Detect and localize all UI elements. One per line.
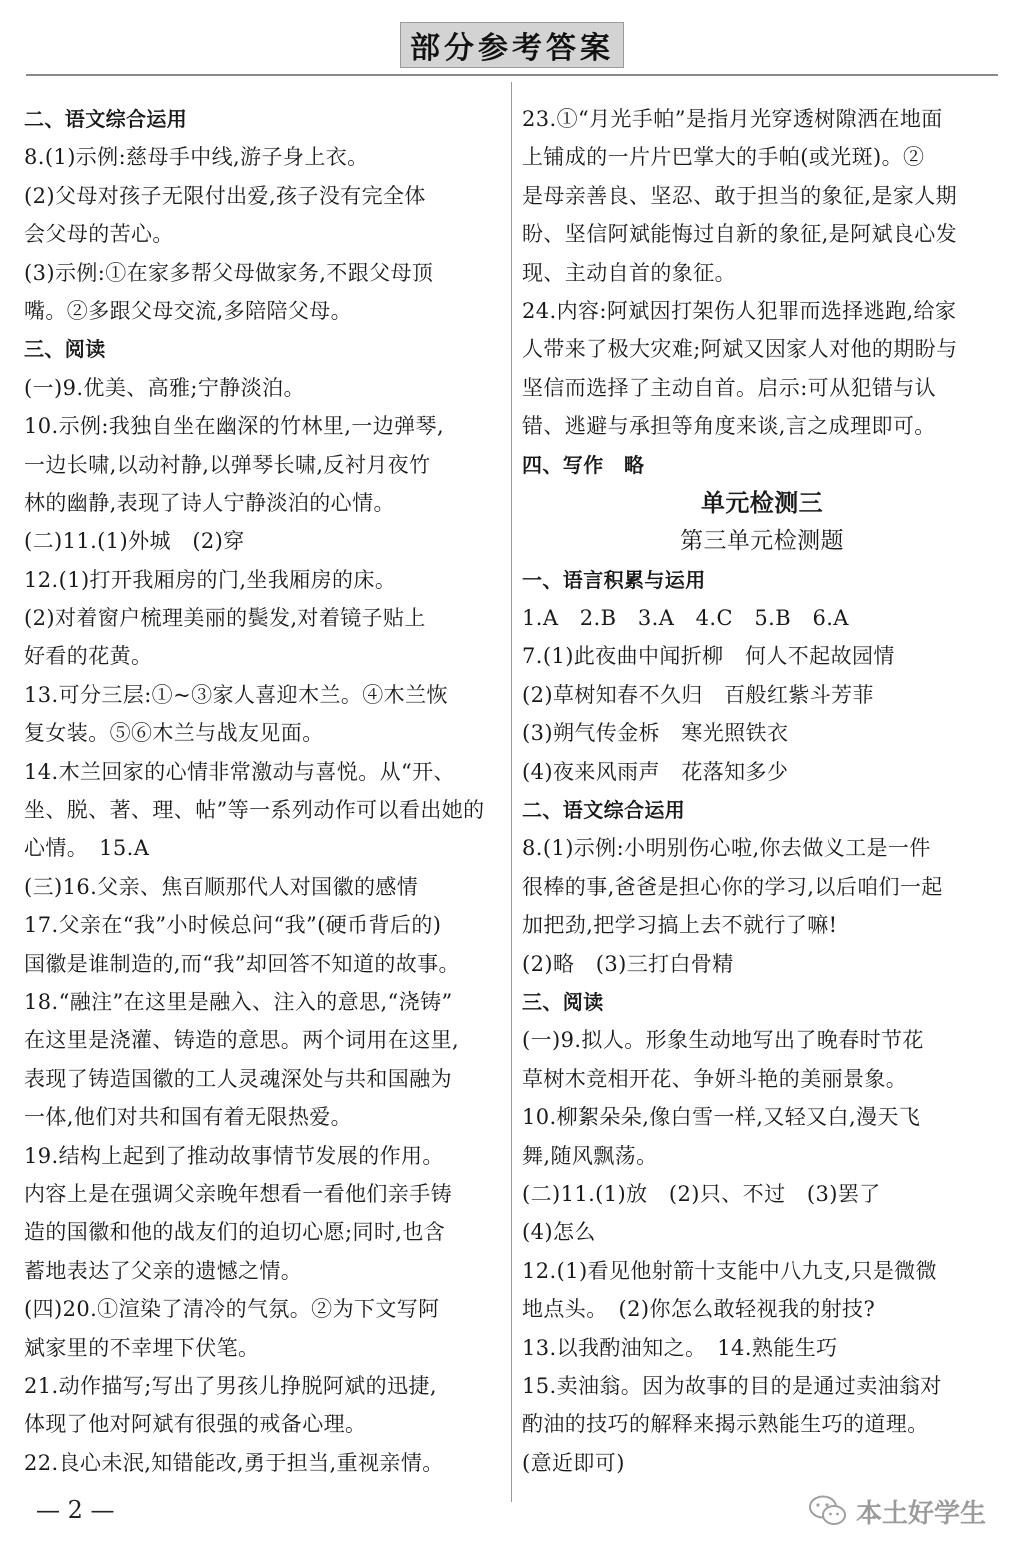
- left-column: [24, 100, 504, 1482]
- answer-line: 嘴。②多跟父母交流,多陪陪父母。: [24, 298, 353, 323]
- answer-line: 一体,他们对共和国有着无限热爱。: [24, 1105, 353, 1130]
- answer-line: 一边长啸,以动衬静,以弹琴长啸,反衬月夜竹: [24, 452, 431, 477]
- answer-line: 蓄地表达了父亲的遗憾之情。: [24, 1258, 303, 1283]
- answer-line: 上铺成的一片片巴掌大的手帕(或光斑)。②: [522, 145, 925, 170]
- answer-line: 现、主动自首的象征。: [522, 260, 736, 285]
- section-heading: 二、语文综合运用: [522, 798, 686, 823]
- answer-line: 23.①“月光手帕”是指月光穿透树隙洒在地面: [522, 107, 943, 131]
- answer-line: (一)9.优美、高雅;宁静淡泊。: [24, 375, 305, 400]
- answer-line: (一)9.拟人。形象生动地写出了晚春时节花: [522, 1028, 924, 1053]
- answer-line: 7.(1)此夜曲中闻折柳 何人不起故园情: [522, 644, 895, 669]
- answer-line: 12.(1)打开我厢房的门,坐我厢房的床。: [24, 567, 397, 592]
- section-heading: 一、语言积累与运用: [522, 567, 706, 592]
- answer-line: 15.卖油翁。因为故事的目的是通过卖油翁对: [522, 1373, 942, 1398]
- answer-line: (三)16.父亲、焦百顺那代人对国徽的感情: [24, 874, 419, 899]
- unit-title: 单元检测三: [701, 488, 823, 517]
- answer-line: 会父母的苦心。: [24, 222, 174, 247]
- answer-line: 很棒的事,爸爸是担心你的学习,以后咱们一起: [522, 874, 943, 899]
- header-rule: [26, 74, 998, 76]
- answer-line: 地点头。 (2)你怎么敢轻视我的射技?: [522, 1297, 876, 1322]
- answer-line: (二)11.(1)放 (2)只、不过 (3)罢了: [522, 1181, 881, 1206]
- answer-line: 17.父亲在“我”小时候总问“我”(硬币背后的): [24, 913, 442, 938]
- answer-line: 错、逃避与承担等角度来谈,言之成理即可。: [522, 414, 936, 439]
- answer-line: 林的幽静,表现了诗人宁静淡泊的心情。: [24, 490, 395, 515]
- watermark-text: 本土好学生: [856, 1498, 987, 1529]
- answer-line: 坐、脱、著、理、帖”等一系列动作可以看出她的: [24, 798, 485, 823]
- wechat-icon: [808, 1494, 848, 1528]
- section-heading: 二、语文综合运用: [24, 107, 188, 131]
- answer-line: 复女装。⑤⑥木兰与战友见面。: [24, 721, 324, 746]
- answer-line: 是母亲善良、坚忍、敢于担当的象征,是家人期: [522, 183, 958, 208]
- answer-line: 13.可分三层:①~③家人喜迎木兰。④木兰恢: [24, 682, 448, 707]
- answer-line: (四)20.①渲染了清冷的气氛。②为下文写阿: [24, 1297, 440, 1322]
- answer-line: (4)怎么: [522, 1220, 596, 1245]
- answer-line: 舞,随风飘荡。: [522, 1143, 658, 1168]
- answer-line: (二)11.(1)外城 (2)穿: [24, 529, 245, 554]
- answer-line: 13.以我酌油知之。 14.熟能生巧: [522, 1335, 838, 1360]
- answer-line: 坚信而选择了主动自首。启示:可从犯错与认: [522, 375, 937, 400]
- page-header: [0, 22, 1024, 70]
- answer-line: 人带来了极大灾难;阿斌又因家人对他的期盼与: [522, 337, 958, 362]
- unit-subtitle: 第三单元检测题: [680, 528, 844, 555]
- answer-line: (3)示例:①在家多帮父母做家务,不跟父母顶: [24, 260, 434, 285]
- answer-line: 好看的花黄。: [24, 644, 153, 669]
- answer-line: 8.(1)示例:小明别伤心啦,你去做义工是一件: [522, 836, 931, 861]
- answer-line: (2)对着窗户梳理美丽的鬓发,对着镜子贴上: [24, 606, 426, 631]
- answer-line: 8.(1)示例:慈母手中线,游子身上衣。: [24, 145, 369, 170]
- answer-line: 19.结构上起到了推动故事情节发展的作用。: [24, 1143, 444, 1168]
- answer-line: 22.良心未泯,知错能改,勇于担当,重视亲情。: [24, 1450, 444, 1475]
- answer-line: 18.“融注”在这里是融入、注入的意思,“浇铸”: [24, 989, 453, 1014]
- answer-line: 草树木竞相开花、争妍斗艳的美丽景象。: [522, 1066, 908, 1091]
- answer-line: 10.柳絮朵朵,像白雪一样,又轻又白,漫天飞: [522, 1105, 921, 1130]
- answer-line: 体现了他对阿斌有很强的戒备心理。: [24, 1412, 367, 1437]
- section-heading: 四、写作 略: [522, 452, 645, 477]
- answer-line: 加把劲,把学习搞上去不就行了嘛!: [522, 913, 838, 938]
- answer-line: (4)夜来风雨声 花落知多少: [522, 759, 789, 784]
- answer-line: 12.(1)看见他射箭十支能中八九支,只是微微: [522, 1258, 938, 1283]
- answer-line: (2)略 (3)三打白骨精: [522, 951, 734, 976]
- answer-line: (2)草树知春不久归 百般红紫斗芳菲: [522, 682, 874, 707]
- answer-line: (2)父母对孩子无限付出爱,孩子没有完全体: [24, 183, 426, 208]
- page-title: 部分参考答案: [400, 22, 624, 68]
- answer-line: 10.示例:我独自坐在幽深的竹林里,一边弹琴,: [24, 414, 445, 439]
- answer-line: 心情。 15.A: [24, 836, 150, 861]
- column-divider: [511, 82, 512, 1502]
- answer-line: 表现了铸造国徽的工人灵魂深处与共和国融为: [24, 1066, 452, 1091]
- answer-line: 在这里是浇灌、铸造的意思。两个词用在这里,: [24, 1028, 460, 1053]
- answer-line: (意近即可): [522, 1450, 625, 1475]
- answer-line: 国徽是谁制造的,而“我”却回答不知道的故事。: [24, 951, 460, 976]
- answer-line: 盼、坚信阿斌能悔过自新的象征,是阿斌良心发: [522, 222, 958, 247]
- right-column: [522, 100, 1002, 1482]
- page-number: — 2 —: [36, 1496, 115, 1524]
- answer-line: 21.动作描写;写出了男孩儿挣脱阿斌的迅捷,: [24, 1373, 437, 1398]
- section-heading: 三、阅读: [24, 337, 106, 362]
- section-heading: 三、阅读: [522, 989, 604, 1014]
- answer-line: 14.木兰回家的心情非常激动与喜悦。从“开、: [24, 759, 455, 784]
- answer-line: 酌油的技巧的解释来揭示熟能生巧的道理。: [522, 1412, 929, 1437]
- answer-line: 斌家里的不幸埋下伏笔。: [24, 1335, 260, 1360]
- answer-line: 内容上是在强调父亲晚年想看一看他们亲手铸: [24, 1181, 452, 1206]
- answer-line: 1.A 2.B 3.A 4.C 5.B 6.A: [522, 606, 849, 631]
- watermark: [808, 1486, 986, 1536]
- answer-line: 24.内容:阿斌因打架伤人犯罪而选择逃跑,给家: [522, 298, 957, 323]
- answer-line: (3)朔气传金柝 寒光照铁衣: [522, 721, 789, 746]
- answer-line: 造的国徽和他的战友们的迫切心愿;同时,也含: [24, 1220, 446, 1245]
